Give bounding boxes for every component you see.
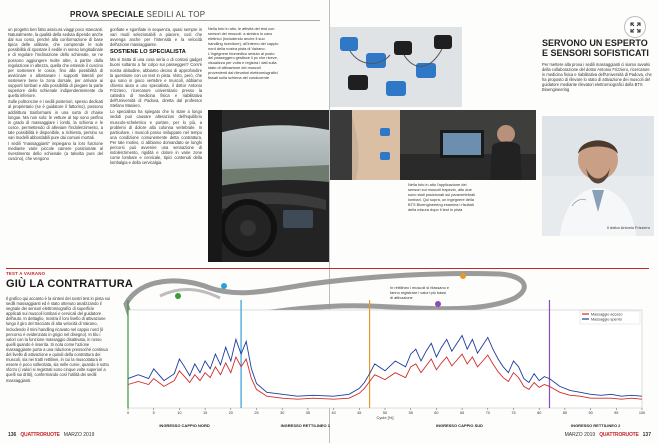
left-date: MARZO 2019: [63, 432, 95, 438]
body-column-2: [110, 27, 202, 257]
test-chart-section: [0, 268, 659, 434]
x-tick-label: 10: [177, 411, 182, 415]
x-tick-label: 30: [280, 411, 285, 415]
x-axis-label: Cycle [%]: [376, 415, 394, 420]
legend-label: Massaggio spento: [591, 317, 622, 322]
x-tick-label: 75: [511, 411, 516, 415]
right-brand: QUATTRORUOTE: [599, 432, 639, 438]
test-body-text: Il grafico qui accanto è la sintesi dei nostri test in pista sui sedili massaggianti ed è stato ottenuto analizzando il segnale dei sensori elettromiografici di superficie applicati sui muscoli lombari e cervicali del guidatore dell'auto. In dettaglio, mostra il loro livello di attivazione lungo il giro del tracciato di alta velocità di Vairano, includendo il mini handling ricavato nel cappio nord (il percorso è evidenziato in grigio nel disegno). In blu i valori con la funzione massaggio disattivata, in rosso quelli quando è inserita. Si nota come l'azione massaggiante porta a una riduzione pressoché continua del livello di attivazione e quindi della contrattura dei muscoli, sia nei tratti rettilinei, in cui la muscolatura in essere è poco sollecitata, sia nelle curve, quando è sotto sforzo (i valori si registrati sono cinque volte superiori a quelli sui dritti), confermando così l'utilità dei sedili massaggianti.: [6, 296, 110, 383]
x-tick-label: 40: [331, 411, 336, 415]
x-tick-label: 70: [485, 411, 490, 415]
x-tick-label: 90: [588, 411, 593, 415]
x-tick-label: 35: [305, 411, 311, 415]
x-tick-label: 60: [434, 411, 439, 415]
car-interior-image: [208, 110, 329, 262]
activation-chart: [118, 300, 652, 434]
expert-title-line: E SENSORI SOFISTICATI: [542, 48, 649, 58]
col2-heading: SOSTIENE LO SPECIALISTA: [110, 49, 186, 56]
sensors-image: [330, 27, 462, 107]
marker-cappio-sud: [460, 273, 466, 279]
left-footer: [8, 432, 94, 438]
right-date: MARZO 2019: [564, 432, 596, 438]
left-page-number: 136: [8, 432, 17, 438]
segment-label: INGRESSO CAPPIO NORD: [159, 423, 210, 428]
test-tag: TEST A VAIRANO: [6, 271, 46, 276]
expert-box-text: Per mettere alla prova i sedili massaggianti ci siamo avvalsi della collaborazione del dottor Antonio Frizziero, ricercatore in medicina fisica e riabilitativa dell'Università di Padova, che ha proposto di rilevare lo stato di attivazione dei muscoli del guidatore mediante rilevatori elettromiografici della BTS Bioengineering: [542, 62, 652, 93]
col2-paragraph: Ma si tratta di una cosa seria o di costosi gadget buoni soltanto a far colpo sui passeggeri? Com'è nostra abitudine, abbiamo deciso di approfondire la questione con un test in pista. Visto, però, che qui sono in gioco vertebre e muscoli, abbiamo chiesto aiuto a uno specialista, il dottor Antonio Frizziero, ricercatore universitario presso la cattedra di medicina fisica e riabilitativa dell'Università di Padova, diretta dal professor Stefano Masiero.: [110, 57, 202, 109]
expert-title-line: SERVONO UN ESPERTO: [542, 38, 648, 48]
x-tick-label: 55: [408, 411, 413, 415]
segment-label: INGRESSO RETTILINEO 2: [571, 423, 621, 428]
col1-paragraph: un progetto ben fatto assicura viaggi poco stancanti. Naturalmente, la qualità della seduta dipende anche dal suo costo, perché alla conformazione di base tipica delle utilitarie, che comprende le sole possibilità di spostare il sedile in senso longitudinale e di regolare l'inclinazione dello schienale, se ne possono aggiungere molte altre, a partire dalla regolazione in altezza, quella che estende il cuscino per sostenere le cosce, fino alla possibilità di avvicinare o allontanare i supporti laterali per sostenere bene la zona dorsale, per arrivare ai supporti lombari e alla possibilità di piegare la parte superiore dello schienale indipendentemente da quella inferiore.: [8, 27, 103, 99]
right-footer: [565, 432, 651, 438]
col1-paragraph: I sedili "massaggianti" impiegano la loro funzione mediante varie piccole camere posizionate al rivestimento dello schienale (a talvolta pure del cuscino), che vengono: [8, 141, 103, 162]
engineer-image: [400, 110, 536, 180]
marker-rettilineo-1: [221, 283, 227, 289]
x-tick-label: 5: [152, 411, 155, 415]
portrait-photo: [542, 116, 654, 236]
chart-annotation: In rettilineo i muscoli si rilassano e fanno registrare i valori più bassi di attivazione: [390, 285, 450, 300]
left-brand: QUATTRORUOTE: [20, 432, 60, 438]
col2-paragraph: gonfiate e sgonfiate in sequenza, quasi sempre in vari modi selezionabili a piacere, così che avvenga anche per l'intensità e la velocità dell'azione massaggiante.: [110, 27, 202, 48]
col2-paragraph: Lo specialista ha spiegato che lo stare a lungo seduti può causare alterazioni dell'equilibrio muscolo-scheletrico e portare, per lo più, a problemi di dolore alla colonna vertebrale. In particolare, i muscoli posso sviluppare nel tempo una condizione comunemente detta contrattura. Per tale motivo, ci abbiamo domandato se lunghi percorsi può avvenire una sensazione di indolenzimento, rigidità e dolore in varie zone come lombare e cervicale, tipici contenuti della lombalgia e della cervicalgia.: [110, 109, 202, 166]
plot-area: [128, 310, 642, 408]
expand-icon: [630, 22, 641, 33]
legend-label: Massaggio acceso: [591, 312, 623, 317]
section-label: PROVA SPECIALE: [70, 10, 144, 19]
car-interior-photo: [208, 110, 329, 262]
engineer-photo: [400, 110, 536, 180]
x-tick-label: 100: [638, 411, 646, 415]
portrait-caption: Il dottor Antonio Frizziero: [606, 225, 650, 230]
section-header: [70, 10, 205, 19]
top-photo-caption: Nella foto in alto, le attività del test con sensori dei muscoli: a sinistra lo cavo elettrico (includendo anche il suo handling ricevitore), all'interno del cappio nord della nostra pista di Vairano. L'ingegnere biomedico seduto al posto del passeggero gestisce il pc che riceve, visualizza per volta e registra i dati sulla stato di attivazione dei muscoli provenienti dai rilevatori elettromiografici fissati sulla schiena del conducente: [208, 27, 279, 81]
x-tick-label: 15: [202, 411, 208, 415]
segment-label: INGRESSO CAPPIO SUD: [435, 423, 484, 428]
right-page-number: 137: [642, 432, 651, 438]
x-tick-label: 20: [228, 411, 233, 415]
x-tick-label: 50: [382, 411, 388, 415]
sensors-photo: [330, 27, 462, 107]
x-tick-label: 80: [537, 411, 542, 415]
test-title: GIÙ LA CONTRATTURA: [6, 278, 134, 290]
x-tick-label: 45: [357, 411, 362, 415]
segment-label: INGRESSO RETTILINEO 1: [280, 423, 331, 428]
expand-button[interactable]: [624, 16, 646, 38]
body-column-1: [8, 27, 103, 257]
x-tick-label: 95: [614, 411, 619, 415]
marker-cappio-nord: [175, 293, 181, 299]
subsection-label: SEDILI AL TOP: [146, 10, 206, 19]
x-tick-label: 0: [126, 411, 130, 415]
expert-box-title: [542, 38, 652, 58]
x-tick-label: 25: [254, 411, 259, 415]
col1-paragraph: Sulle poltroncine e i sedili posteriori, spesso dedicati al proprietario (se è guidatore il fattorino), possono addirittura trasformarsi in una sorta di chaise longue. Ma non solo: le vetture al top sono perfino in grado di massaggiare i lombi, la schiena e le cosce, permettendo di alleviare l'indolenzimento, a tale possibilità è disponibile, a richiesta, persino su vari modelli abbordabili pure dai comuni mortali.: [8, 99, 103, 140]
x-tick-label: 65: [459, 411, 465, 415]
header-rule: [70, 20, 320, 21]
right-photo-caption: Nella foto in alto l'applicazione dei sensori sui muscoli trapezio, alto due sono stati posizionati sui paravertebrali lombari. Qui sopra, un ingegnere della BTS Bioengineering esamina i risultati della misura dopo il test in pista: [408, 183, 476, 212]
portrait-image: [542, 116, 654, 236]
x-tick-label: 85: [562, 411, 568, 415]
